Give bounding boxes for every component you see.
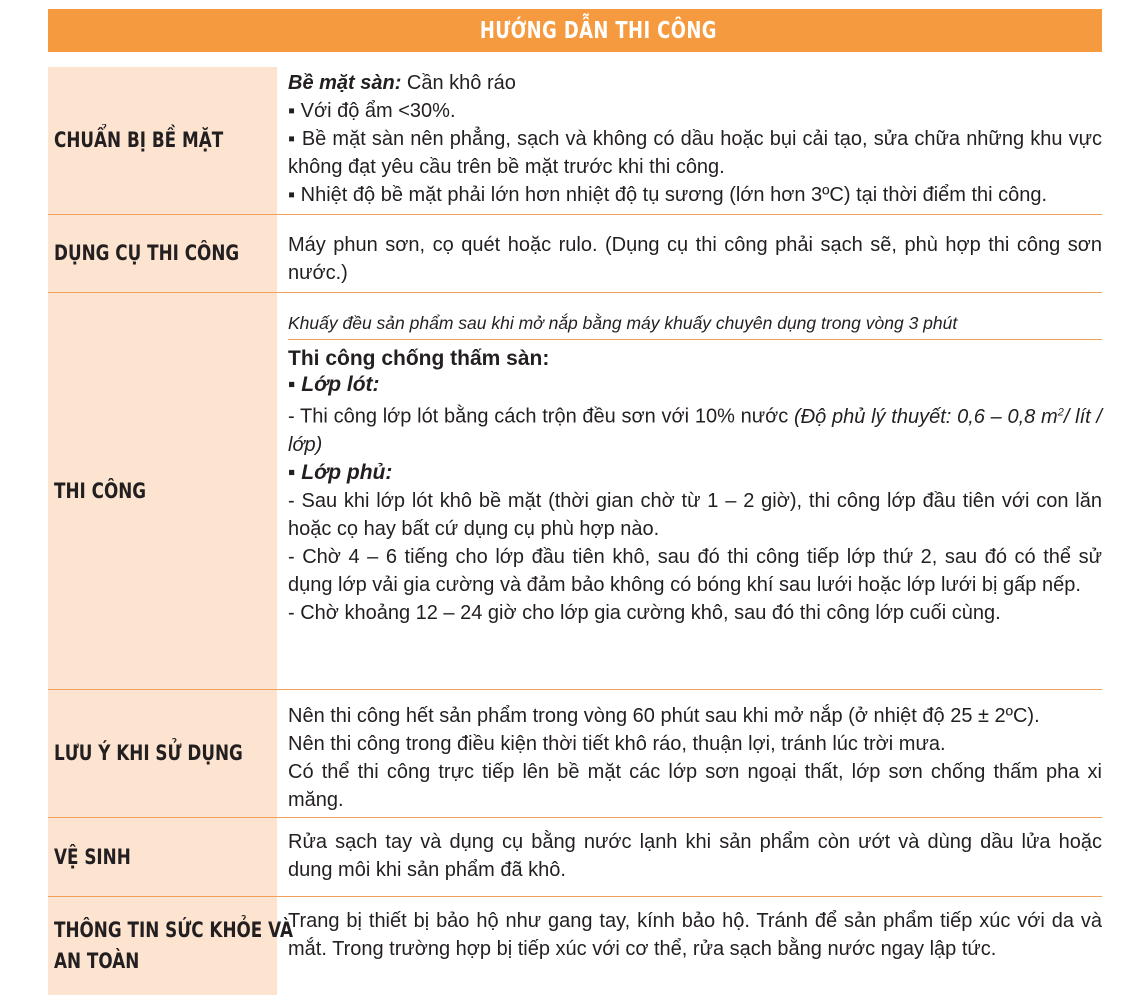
content-line: Có thể thi công trực tiếp lên bề mặt các lớp sơn ngoại thất, lớp sơn chống thấm pha xi măng. xyxy=(288,761,1102,811)
coat-line: - Sau khi lớp lót khô bề mặt (thời gian chờ từ 1 – 2 giờ), thi công lớp đầu tiên với con lăn hoặc cọ hay bất cứ dụng cụ phù hợp nào. xyxy=(288,489,1102,540)
content-cell xyxy=(277,897,1102,995)
coat-line: - Chờ khoảng 12 – 24 giờ cho lớp gia cường khô, sau đó thi công lớp cuối cùng. xyxy=(288,601,1001,624)
coat-line: - Chờ 4 – 6 tiếng cho lớp đầu tiên khô, sau đó thi công tiếp lớp thứ 2, sau đó có thể sử dụng lớp vải gia cường và đảm bảo không có bóng khí sau lưới hoặc lớp lưới bị gấp nếp. xyxy=(288,545,1102,596)
content-line: Nên thi công trong điều kiện thời tiết khô ráo, thuận lợi, tránh lúc trời mưa. xyxy=(288,733,946,755)
row-application xyxy=(48,293,1102,690)
row-label: LƯU Ý KHI SỬ DỤNG xyxy=(54,741,243,765)
content-line xyxy=(288,69,1102,97)
row-cleaning xyxy=(48,818,1102,897)
mixing-note: Khuấy đều sản phẩm sau khi mở nắp bằng máy khuấy chuyên dụng trong vòng 3 phút xyxy=(288,313,958,333)
row-label: THI CÔNG xyxy=(54,478,147,503)
row-surface-prep xyxy=(48,67,1102,215)
row-label-line1: THÔNG TIN SỨC KHỎE VÀ xyxy=(54,918,293,942)
row-label: DỤNG CỤ THI CÔNG xyxy=(54,241,240,265)
label-cell xyxy=(48,293,277,689)
row-usage-notes xyxy=(48,690,1102,818)
label-cell xyxy=(48,818,277,896)
content-line: ▪ Nhiệt độ bề mặt phải lớn hơn nhiệt độ tụ sương (lớn hơn 3ºC) tại thời điểm thi công. xyxy=(288,184,1048,206)
label-cell xyxy=(48,67,277,214)
content-text: Trang bị thiết bị bảo hộ như gang tay, kính bảo hộ. Tránh để sản phẩm tiếp xúc với da và mắt. Trong trường hợp bị tiếp xúc với cơ thể, rửa sạch bằng nước ngay lập tức. xyxy=(288,910,1102,960)
primer-coverage-a: (Độ phủ lý thuyết: 0,6 – 0,8 m xyxy=(794,405,1058,428)
divider xyxy=(288,339,1102,340)
lead-bold: Bề mặt sàn: xyxy=(288,72,402,94)
row-tools xyxy=(48,215,1102,293)
label-cell xyxy=(48,215,277,292)
primer-title: ▪ Lớp lót: xyxy=(288,373,380,396)
row-label: CHUẨN BỊ BỀ MẶT xyxy=(54,128,224,152)
section-title: HƯỚNG DẪN THI CÔNG xyxy=(479,17,717,44)
primer-coverage-sup: 2 xyxy=(1057,406,1064,418)
content-cell xyxy=(277,690,1102,817)
row-label-line2: AN TOÀN xyxy=(54,949,140,973)
row-label: VỆ SINH xyxy=(54,844,131,869)
content-cell xyxy=(277,67,1102,214)
label-cell xyxy=(48,897,293,995)
lead-rest: Cần khô ráo xyxy=(401,72,516,94)
content-cell xyxy=(277,293,1102,689)
content-text: Máy phun sơn, cọ quét hoặc rulo. (Dụng cụ thi công phải sạch sẽ, phù hợp thi công sơn nước.) xyxy=(288,234,1102,284)
content-line: Nên thi công hết sản phẩm trong vòng 60 phút sau khi mở nắp (ở nhiệt độ 25 ± 2ºC). xyxy=(288,705,1040,727)
content-text: Rửa sạch tay và dụng cụ bằng nước lạnh khi sản phẩm còn ướt và dùng dầu lửa hoặc dung môi khi sản phẩm đã khô. xyxy=(288,831,1102,881)
primer-text xyxy=(288,398,1102,459)
content-line: ▪ Bề mặt sàn nên phẳng, sạch và không có dầu hoặc bụi cải tạo, sửa chữa những khu vực không đạt yêu cầu trên bề mặt trước khi thi công. xyxy=(288,128,1102,178)
content-line: ▪ Với độ ẩm <30%. xyxy=(288,100,456,122)
application-heading: Thi công chống thấm sàn: xyxy=(288,347,550,370)
coat-title: ▪ Lớp phủ: xyxy=(288,460,393,484)
label-cell xyxy=(48,690,277,817)
content-cell xyxy=(277,818,1102,896)
content-cell xyxy=(277,215,1102,292)
section-header xyxy=(48,9,1102,52)
row-health-safety xyxy=(48,897,1102,995)
primer-text-main: - Thi công lớp lót bằng cách trộn đều sơn với 10% nước xyxy=(288,405,794,428)
primer-coverage-b: / lít / lớp) xyxy=(288,405,1102,456)
